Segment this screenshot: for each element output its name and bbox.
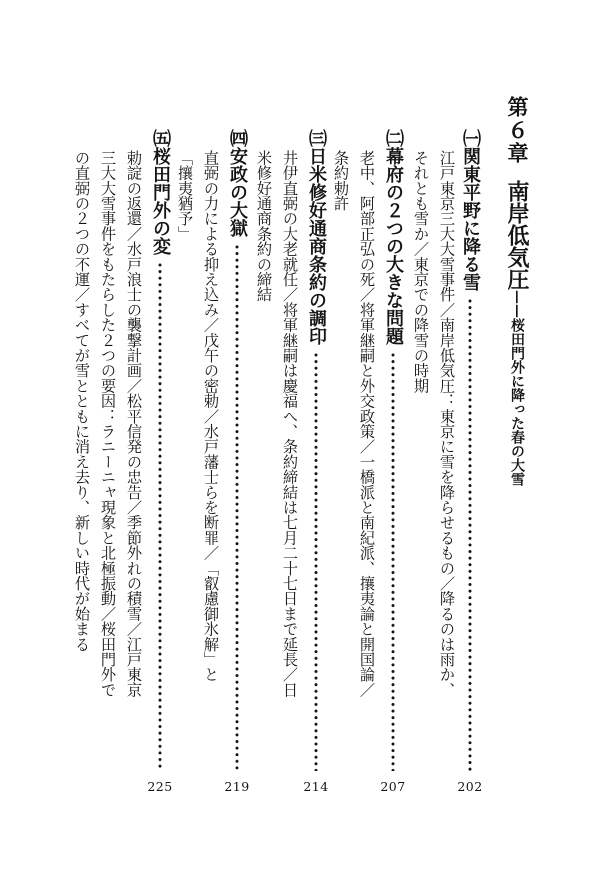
section-title: 日米修好通商条約の調印	[306, 147, 327, 345]
topic-line: の直弼の２つの不運／すべてが雪とともに消え去り、新しい時代が始まる	[73, 150, 91, 652]
section-heading	[225, 129, 249, 237]
page-number: 207	[380, 779, 406, 794]
topic-line: 直弼の力による抑え込み／戊午の密勅／水戸藩士らを断罪／「叡慮御氷解」と	[202, 150, 220, 682]
section-heading	[304, 129, 328, 345]
toc-entry-5	[148, 129, 172, 794]
topic-line: 老中、阿部正弘の死／将軍継嗣と外交政策／一橋派と南紀派、攘夷論と開国論／	[358, 150, 376, 698]
toc-entry-3	[304, 129, 328, 794]
section-title: 幕府の２つの大きな問題	[383, 147, 404, 345]
chapter-subtitle: ——桜田門外に降った春の大雪	[509, 290, 525, 486]
chapter-label: 第６章	[505, 96, 530, 165]
section-title: 桜田門外の変	[150, 147, 171, 255]
section-number: ㈡	[383, 129, 404, 147]
section-title: 関東平野に降る雪	[460, 147, 481, 291]
section-number: ㈤	[150, 129, 171, 147]
dot-leader	[158, 263, 162, 771]
topic-line: 条約勅許	[332, 150, 350, 211]
section-title: 安政の大獄	[227, 147, 248, 237]
section-number: ㈠	[460, 129, 481, 147]
section-heading	[381, 129, 405, 345]
topic-line: 井伊直弼の大老就任／将軍継嗣は慶福へ、条約締結は七月二十七日まで延長／日	[281, 150, 299, 698]
topic-line: 「攘夷猶予」	[176, 150, 194, 242]
toc-entry-4	[225, 129, 249, 794]
section-heading	[148, 129, 172, 255]
dot-leader	[235, 245, 239, 771]
dot-leader	[391, 353, 395, 771]
page-number: 214	[303, 779, 329, 794]
section-heading	[458, 129, 482, 291]
dot-leader	[468, 299, 472, 771]
toc-entry-1	[458, 129, 482, 794]
topic-line: 三大大雪事件をもたらした２つの要因：ラニーニャ現象と北極振動／桜田門外で	[99, 150, 117, 698]
page-number: 202	[457, 779, 483, 794]
toc-entry-2	[381, 129, 405, 794]
topic-line: 勅諚の返還／水戸浪士の襲撃計画／松平信発の忠告／季節外れの積雪／江戸東京	[125, 150, 143, 698]
section-number: ㈢	[306, 129, 327, 147]
topic-line: 米修好通商条約の締結	[255, 150, 273, 302]
chapter-heading	[504, 96, 530, 496]
page-number: 219	[224, 779, 250, 794]
section-number: ㈣	[227, 129, 248, 147]
topic-line: それとも雪か／東京での降雪の時期	[412, 150, 430, 394]
page-number: 225	[147, 779, 173, 794]
chapter-title: 南岸低気圧	[504, 180, 530, 290]
dot-leader	[314, 353, 318, 771]
topic-line: 江戸東京三大大雪事件／南岸低気圧：東京に雪を降らせるもの／降るのは雨か、	[438, 150, 456, 698]
